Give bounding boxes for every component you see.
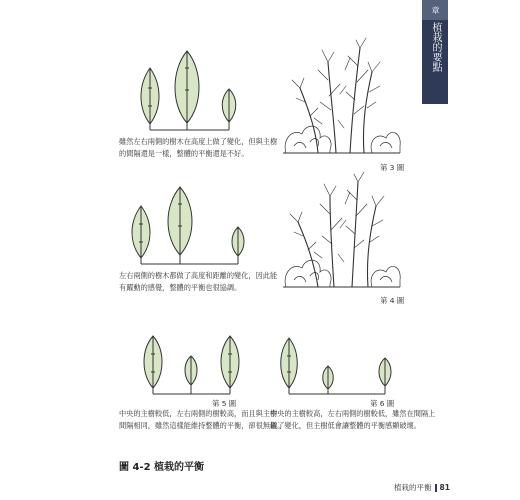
figure-6-label: 第 6 圖 <box>370 399 395 408</box>
figure-2-leaves <box>132 187 244 264</box>
footer-divider <box>435 484 437 492</box>
chapter-title: 植栽的要點 <box>430 22 441 72</box>
figure-4-tree-sketch <box>283 172 400 287</box>
page-number: 81 <box>439 483 450 492</box>
caption-figure-5: 中央的主樹較低，左右兩側的樹較高，而且與主樹 間隔相同，雖然這樣能維持整體的平衡，卻很無趣。 <box>119 409 285 430</box>
footer-section: 植栽的平衡 <box>394 483 432 492</box>
figure-3-tree-sketch <box>283 38 400 153</box>
page-footer <box>394 482 450 493</box>
caption-figure-6: 中央的主樹較高，左右兩側的樹較低，雖然在間隔上 做了變化，但主樹低會讓整體的平衡感顯破壞。 <box>270 409 436 430</box>
figure-1-leaves <box>141 51 236 130</box>
figure-4-label: 第 4 圖 <box>380 296 405 305</box>
figure-3-label: 第 3 圖 <box>380 163 405 172</box>
figure-5-label: 第 5 圖 <box>212 399 237 408</box>
figure-title: 圖 4-2 植栽的平衡 <box>119 462 205 473</box>
caption-figure-1: 雖然左右兩側的樹木在高度上做了變化，但與主樹 的間隔還是一樣，整體的平衡還是不好。 <box>119 137 278 158</box>
chapter-number: 第二章 <box>422 0 448 20</box>
figure-6-leaves <box>281 338 391 394</box>
caption-figure-2: 左右兩側的樹木都做了高度和距離的變化，因此能 有躍動的感覺，整體的平衡也很協調。 <box>119 271 278 292</box>
figure-5-leaves <box>144 336 239 394</box>
